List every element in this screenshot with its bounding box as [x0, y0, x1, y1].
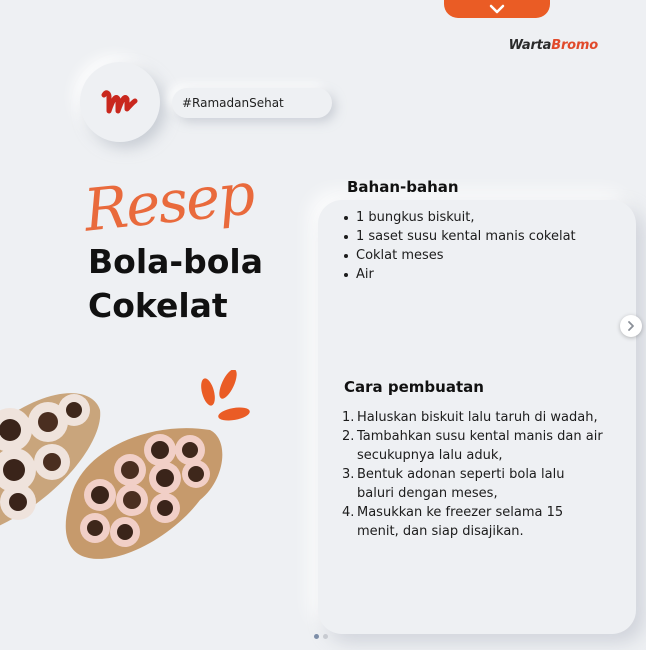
- step-number: 3.: [342, 467, 355, 482]
- step-number: 4.: [342, 505, 355, 520]
- steps-list: [342, 408, 604, 541]
- step-number: 1.: [342, 410, 355, 425]
- brand-part2: Bromo: [551, 38, 598, 53]
- tray-right: [66, 428, 223, 559]
- step-item: [342, 465, 604, 503]
- step-text: Masukkan ke freezer selama 15 menit, dan siap disajikan.: [357, 505, 564, 539]
- ingredients-list: [340, 208, 600, 284]
- step-item: [342, 408, 604, 427]
- accent-strokes: [199, 370, 251, 423]
- brand-part1: Warta: [508, 38, 552, 53]
- collapse-tab[interactable]: [444, 0, 550, 18]
- step-item: [342, 427, 604, 465]
- step-text: Haluskan biskuit lalu taruh di wadah,: [357, 410, 598, 425]
- step-text: Tambahkan susu kental manis dan air secukupnya lalu aduk,: [357, 429, 603, 463]
- ingredient-item: 1 saset susu kental manis cokelat: [340, 227, 600, 246]
- step-item: [342, 503, 604, 541]
- next-slide-button[interactable]: [620, 315, 642, 337]
- carousel-indicator: [314, 634, 328, 639]
- ingredients-heading: Bahan-bahan: [347, 178, 459, 196]
- chocolate-balls-image: [0, 370, 260, 570]
- brand-logo: [509, 38, 598, 53]
- recipe-title: [88, 240, 308, 328]
- w-logo-icon: [100, 87, 140, 117]
- recipe-title-line2: Cokelat: [88, 286, 228, 325]
- ingredient-item: Air: [340, 265, 600, 284]
- logo-badge: [80, 62, 160, 142]
- recipe-title-line1: Bola-bola: [88, 242, 263, 281]
- ingredient-item: Coklat meses: [340, 246, 600, 265]
- steps-heading: Cara pembuatan: [344, 378, 484, 396]
- recipe-script-label: Resep: [80, 159, 257, 245]
- carousel-dot[interactable]: [323, 634, 328, 639]
- chevron-right-icon: [626, 320, 636, 332]
- ingredient-item: 1 bungkus biskuit,: [340, 208, 600, 227]
- step-number: 2.: [342, 429, 355, 444]
- step-text: Bentuk adonan seperti bola lalu baluri dengan meses,: [357, 467, 565, 501]
- hashtag-pill: #RamadanSehat: [172, 88, 332, 118]
- chevron-down-icon: [489, 4, 505, 14]
- carousel-dot-active[interactable]: [314, 634, 319, 639]
